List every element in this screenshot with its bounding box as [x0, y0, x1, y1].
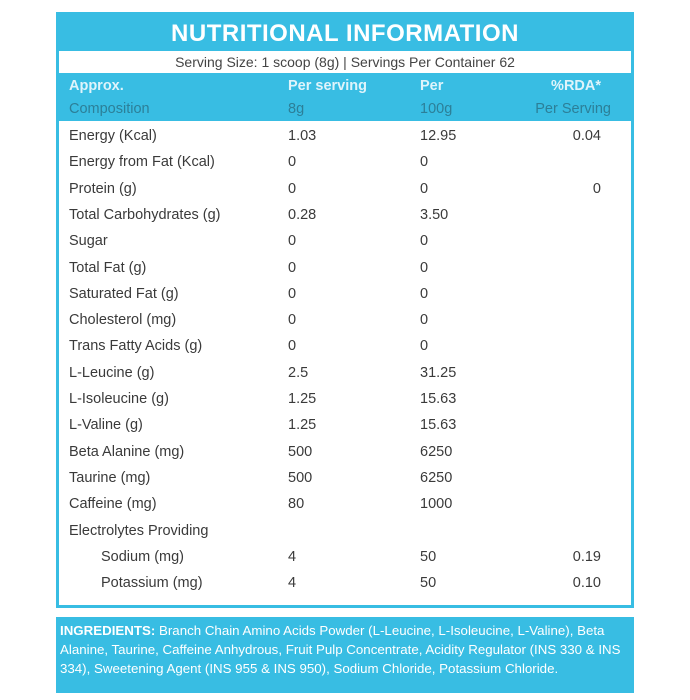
per-serving-value: 2.5	[288, 364, 309, 381]
per-serving-value: 4	[288, 575, 297, 592]
per-serving-value: 0	[288, 233, 297, 250]
per-100g-value: 0	[420, 285, 429, 302]
table-row	[59, 470, 631, 496]
nutrient-name: Total Carbohydrates (g)	[69, 206, 221, 223]
per-serving-value: 500	[288, 469, 313, 486]
per-100g-value: 0	[420, 312, 429, 329]
per-serving-value: 500	[288, 443, 313, 460]
table-row	[59, 312, 631, 338]
per-serving-value: 0	[288, 338, 297, 355]
per-serving-value: 0	[288, 154, 297, 171]
nutrient-name: Taurine (mg)	[69, 469, 151, 486]
table-row	[59, 391, 631, 417]
per-100g-value: 6250	[420, 469, 453, 486]
nutrient-name: Sugar	[69, 233, 108, 250]
table-row	[59, 444, 631, 470]
nutrient-name: Sodium (mg)	[101, 548, 184, 565]
table-row	[59, 365, 631, 391]
table-row	[59, 338, 631, 364]
nutrient-name: Cholesterol (mg)	[69, 312, 177, 329]
per-serving-value: 0	[288, 285, 297, 302]
per-serving-value: 4	[288, 548, 297, 565]
per-serving-value: 1.25	[288, 391, 317, 407]
table-row	[59, 575, 631, 601]
nutrient-name: Saturated Fat (g)	[69, 285, 179, 302]
nutrient-name: L-Valine (g)	[69, 417, 143, 434]
rda-value: 0	[592, 180, 601, 197]
rda-value: 0.19	[572, 548, 601, 565]
rda-value: 0.10	[572, 575, 601, 592]
table-row	[59, 181, 631, 207]
table-row	[59, 286, 631, 312]
table-row	[59, 549, 631, 575]
per-100g-value: 12.95	[420, 128, 457, 144]
table-row	[59, 233, 631, 259]
serving-size-line: Serving Size: 1 scoop (8g) | Servings Per Container 62	[59, 51, 631, 73]
per-serving-value: 0	[288, 312, 297, 329]
per-100g-value: 0	[420, 338, 429, 355]
per-serving-value: 0	[288, 259, 297, 276]
nutrient-name: Energy (Kcal)	[69, 128, 157, 144]
per-100g-value: 0	[420, 259, 429, 276]
rda-value: 0.04	[572, 128, 601, 144]
header-100g: 100g	[420, 101, 453, 117]
per-serving-value: 0.28	[288, 206, 317, 223]
per-serving-value: 1.25	[288, 417, 317, 434]
table-row	[59, 496, 631, 522]
header-rda: %RDA*	[551, 78, 601, 94]
per-100g-value: 0	[420, 233, 429, 250]
header-composition: Composition	[69, 101, 150, 117]
nutrient-name: Potassium (mg)	[101, 575, 203, 592]
table-row	[59, 207, 631, 233]
nutrient-name: L-Isoleucine (g)	[69, 391, 169, 407]
per-100g-value: 0	[420, 180, 429, 197]
table-header	[59, 73, 631, 121]
ingredients-text: Branch Chain Amino Acids Powder (L-Leucine, L-Isoleucine, L-Valine), Beta Alanine, Taurine, Caffeine Anhydrous, Fruit Pulp Concentrate, Acidity Regulator (INS 330 & INS 334), Sweetening Agent (INS 955 & INS 950), Sodium Chloride, Potassium Chloride.	[60, 623, 621, 676]
per-100g-value: 0	[420, 154, 429, 171]
per-serving-value: 1.03	[288, 128, 317, 144]
per-100g-value: 6250	[420, 443, 453, 460]
ingredients-label: INGREDIENTS:	[60, 623, 156, 638]
header-per-serving: Per serving	[288, 78, 367, 94]
per-100g-value: 50	[420, 548, 437, 565]
nutrient-name: Electrolytes Providing	[69, 522, 209, 539]
per-100g-value: 3.50	[420, 206, 449, 223]
ingredients-box	[56, 617, 634, 693]
header-8g: 8g	[288, 101, 305, 117]
nutrient-name: L-Leucine (g)	[69, 364, 155, 381]
header-rda-per-serving: Per Serving	[535, 101, 611, 117]
per-serving-value: 0	[288, 180, 297, 197]
table-row	[59, 128, 631, 154]
nutrient-name: Beta Alanine (mg)	[69, 443, 185, 460]
nutrient-name: Protein (g)	[69, 180, 137, 197]
table-row	[59, 523, 631, 549]
table-row	[59, 154, 631, 180]
panel-title: NUTRITIONAL INFORMATION	[59, 15, 631, 51]
nutrient-name: Trans Fatty Acids (g)	[69, 338, 203, 355]
table-row	[59, 417, 631, 443]
per-100g-value: 50	[420, 575, 437, 592]
table-row	[59, 260, 631, 286]
per-100g-value: 15.63	[420, 391, 457, 407]
per-serving-value: 80	[288, 496, 305, 513]
nutrient-name: Energy from Fat (Kcal)	[69, 154, 215, 171]
nutrient-name: Caffeine (mg)	[69, 496, 157, 513]
header-per: Per	[420, 78, 444, 94]
per-100g-value: 31.25	[420, 364, 457, 381]
nutrition-panel	[56, 12, 634, 608]
per-100g-value: 15.63	[420, 417, 457, 434]
per-100g-value: 1000	[420, 496, 453, 513]
header-approx: Approx.	[69, 78, 124, 94]
nutrient-name: Total Fat (g)	[69, 259, 147, 276]
